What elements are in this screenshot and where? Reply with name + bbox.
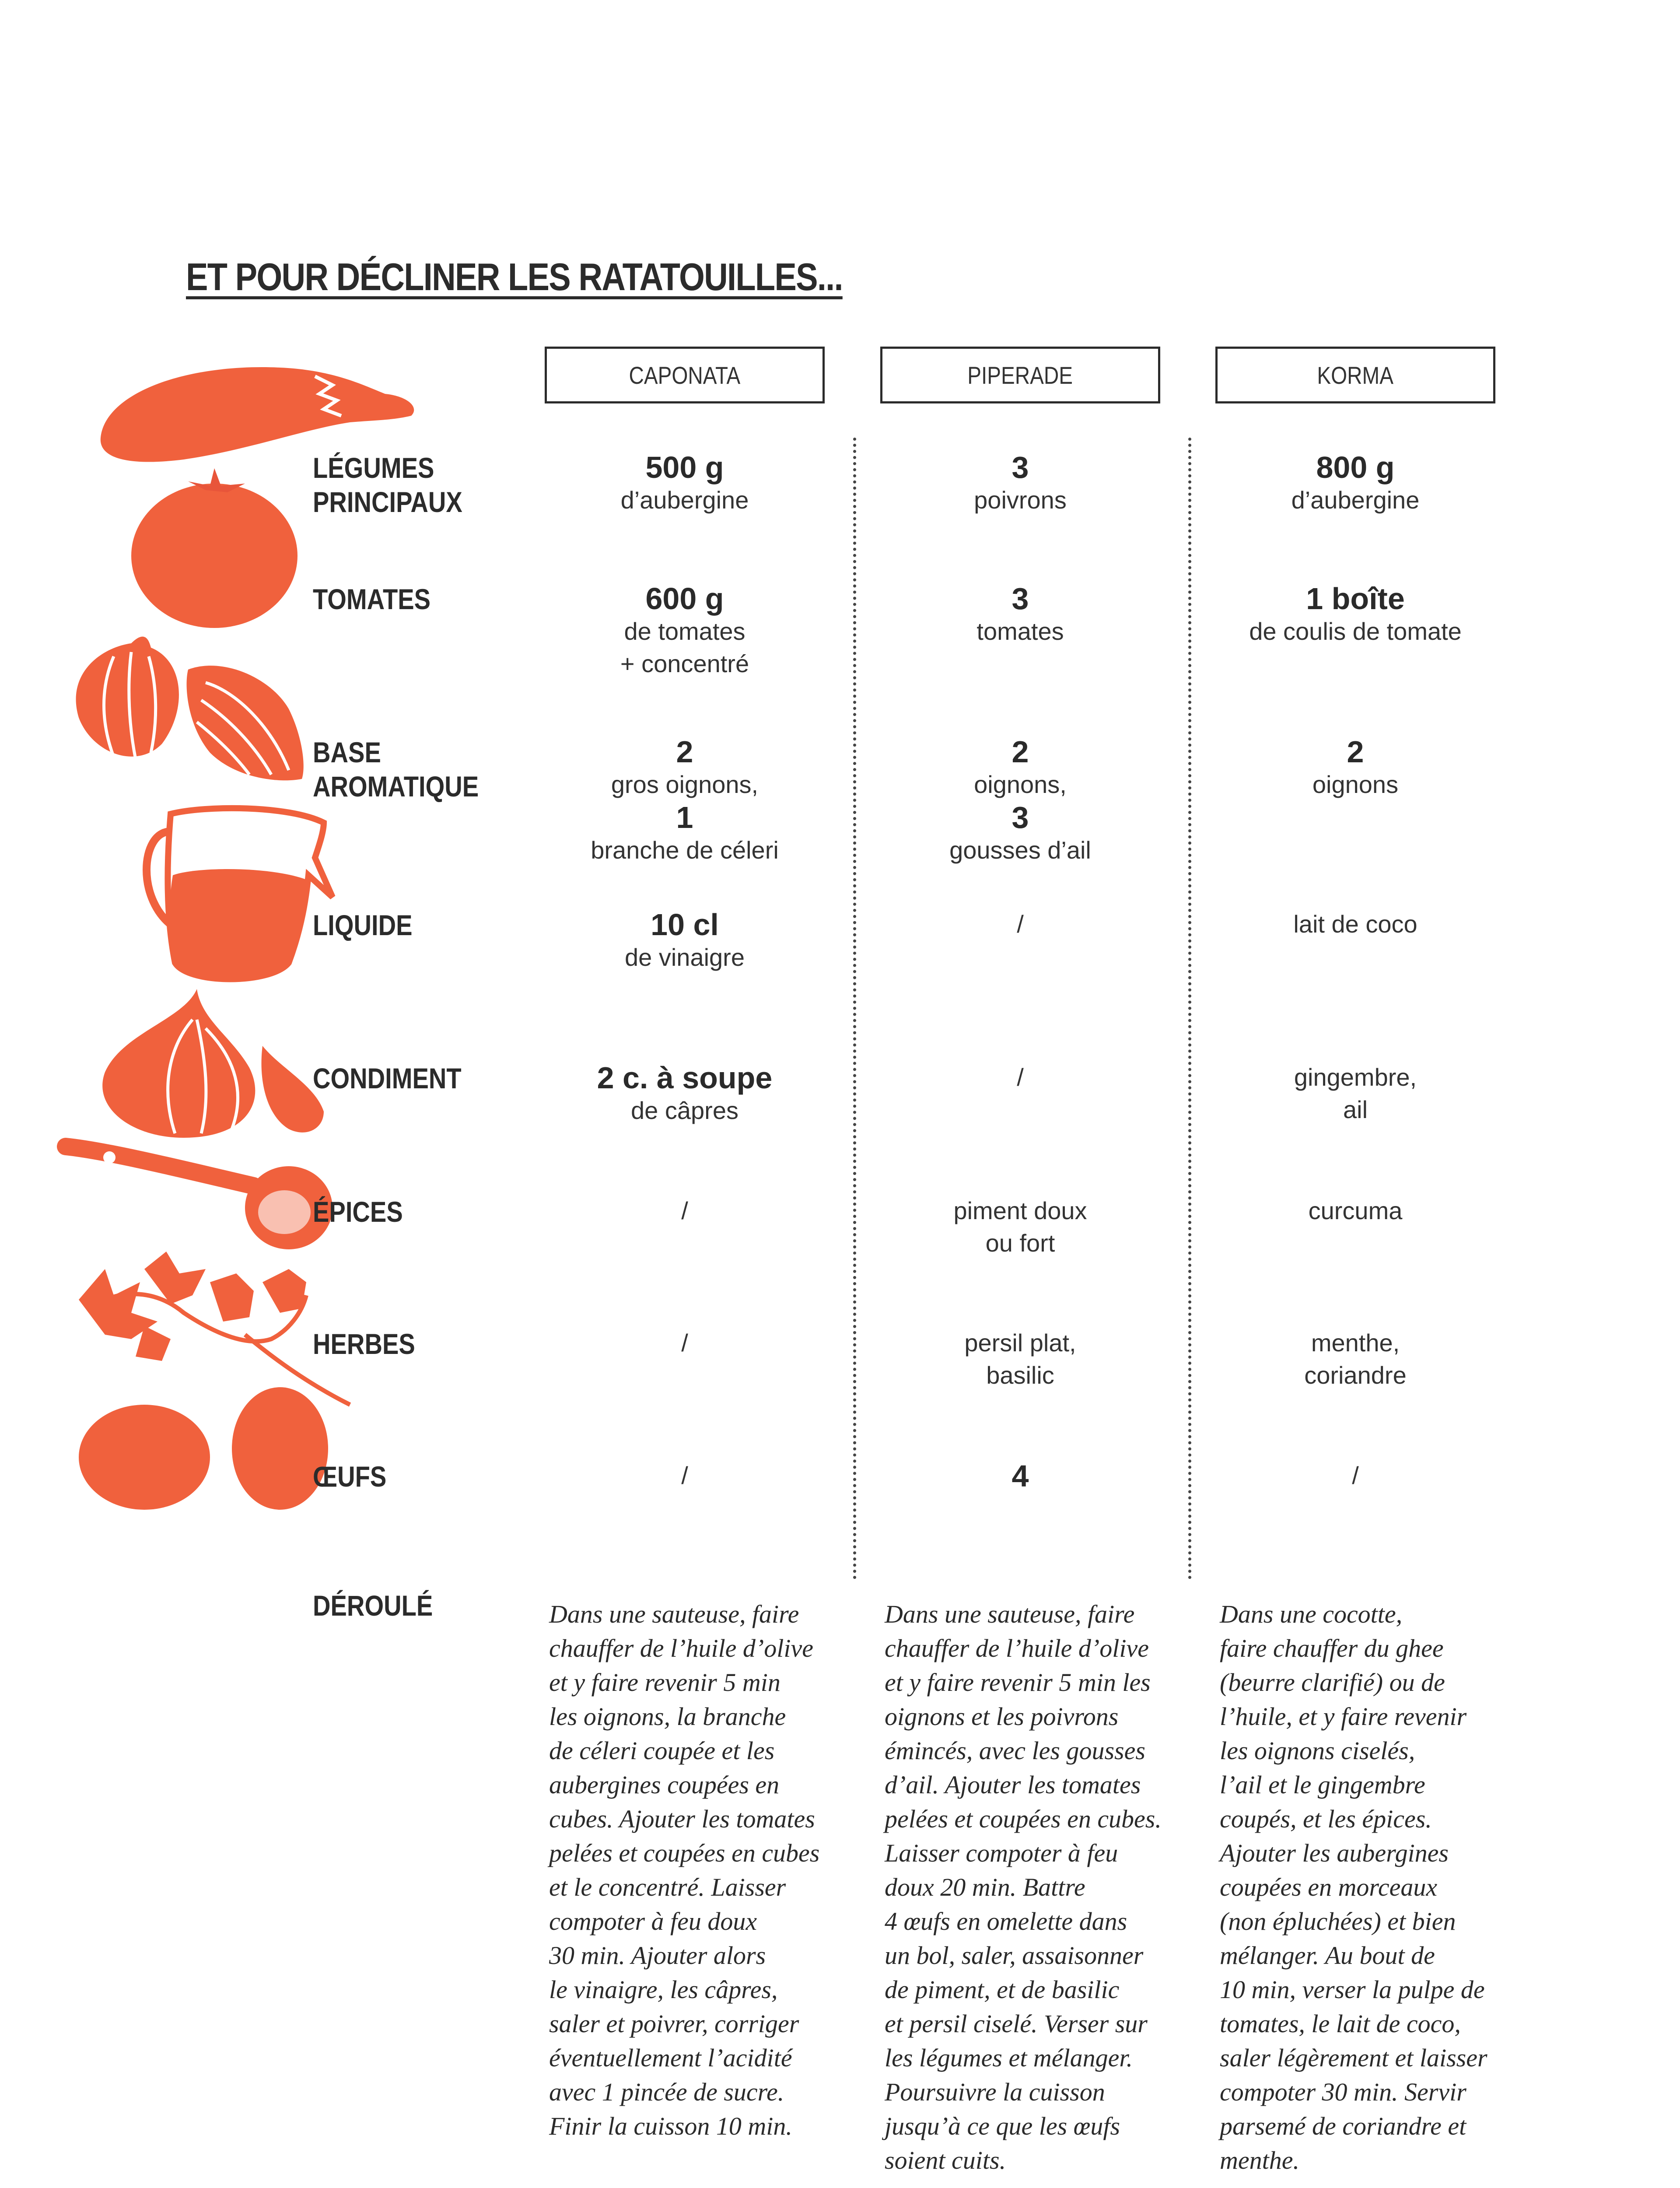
row-label-epices: ÉPICES <box>313 1196 403 1228</box>
column-header-piperade: PIPERADE <box>880 347 1160 403</box>
table-cell: 3 poivrons <box>974 450 1067 514</box>
table-cell: lait de coco <box>1293 910 1418 938</box>
herbs-icon <box>79 1252 350 1405</box>
table-cell: / <box>1352 1462 1359 1489</box>
table-cell: 2 oignons, 3 gousses d’ail <box>949 735 1091 864</box>
column-divider <box>853 438 856 1580</box>
column-divider <box>1188 438 1191 1580</box>
row-label-condiment: CONDIMENT <box>313 1062 462 1094</box>
table-cell: persil plat, basilic <box>964 1329 1076 1389</box>
column-header-korma: KORMA <box>1215 347 1495 403</box>
table-cell: / <box>681 1329 688 1357</box>
table-cell: menthe, coriandre <box>1304 1329 1407 1389</box>
column-header-caponata: CAPONATA <box>545 347 825 403</box>
table-cell: 10 cl de vinaigre <box>625 908 745 971</box>
table-cell: / <box>1017 1063 1024 1091</box>
row-label-liquide: LIQUIDE <box>313 909 413 941</box>
table-cell: piment doux ou fort <box>953 1197 1087 1257</box>
page-title: ET POUR DÉCLINER LES RATATOUILLES... <box>186 255 843 298</box>
table-cell: gingembre, ail <box>1294 1063 1417 1123</box>
onion-half-icon <box>187 666 304 780</box>
row-label-base-aromatique: BASE AROMATIQUE <box>313 736 479 803</box>
garlic-icon <box>102 989 324 1138</box>
table-cell: 600 g de tomates + concentré <box>620 582 749 677</box>
table-cell: 4 <box>1012 1459 1029 1493</box>
spoon-icon <box>66 1147 332 1249</box>
table-cell: curcuma <box>1308 1197 1403 1224</box>
table-cell: 2 c. à soupe de câpres <box>597 1061 773 1124</box>
row-label-legumes: LÉGUMES PRINCIPAUX <box>313 452 462 518</box>
recipe-korma: Dans une cocotte, faire chauffer du ghee (beurre clarifié) ou de l’huile, et y faire revenir les oignons ciselés, l’ail et le gingembre coupés, et les épices. Ajouter les aubergines coupées en morceaux (non épluchées) et bien mélanger. Au bout de 10 min, verser la pulpe de tomates, le lait de coco, saler légèrement et laisser compoter 30 min. Servir parsemé de coriandre et menthe. <box>1220 1600 1488 2174</box>
recipe-caponata: Dans une sauteuse, faire chauffer de l’huile d’olive et y faire revenir 5 min les oignons, la branche de céleri coupée et les aubergines coupées en cubes. Ajouter les tomates pelées et coupées en cubes et le concentré. Laisser compoter à feu doux 30 min. Ajouter alors le vinaigre, les câpres, saler et poivrer, corriger éventuellement l’acidité avec 1 pincée de sucre. Finir la cuisson 10 min. <box>549 1600 820 2140</box>
row-label-oeufs: ŒUFS <box>313 1460 387 1493</box>
table-cell: / <box>1017 910 1024 938</box>
row-label-herbes: HERBES <box>313 1328 415 1360</box>
table-cell: 800 g d’aubergine <box>1291 450 1420 514</box>
table-cell: / <box>681 1197 688 1224</box>
table-cell: 1 boîte de coulis de tomate <box>1249 582 1462 645</box>
table-cell: 3 tomates <box>976 582 1064 645</box>
row-label-tomates: TOMATES <box>313 583 431 615</box>
row-label-deroule: DÉROULÉ <box>313 1589 433 1622</box>
recipe-piperade: Dans une sauteuse, faire chauffer de l’huile d’olive et y faire revenir 5 min les oignons et les poivrons émincés, avec les gousses d’ail. Ajouter les tomates pelées et coupées en cubes. Laisser compoter à feu doux 20 min. Battre 4 œufs en omelette dans un bol, saler, assaisonner de piment, et de basilic et persil ciselé. Verser sur les légumes et mélanger. Poursuivre la cuisson jusqu’à ce que les œufs soient cuits. <box>885 1600 1162 2174</box>
eggs-icon <box>79 1387 328 1510</box>
measuring-jug-icon <box>147 808 332 979</box>
eggplant-icon <box>101 367 414 462</box>
table-cell: 2 oignons <box>1312 735 1399 798</box>
table-cell: 2 gros oignons, 1 branche de céleri <box>591 735 779 864</box>
tomato-icon <box>131 468 298 628</box>
table-cell: / <box>681 1462 688 1489</box>
onion-icon <box>76 637 179 759</box>
table-cell: 500 g d’aubergine <box>620 450 749 514</box>
